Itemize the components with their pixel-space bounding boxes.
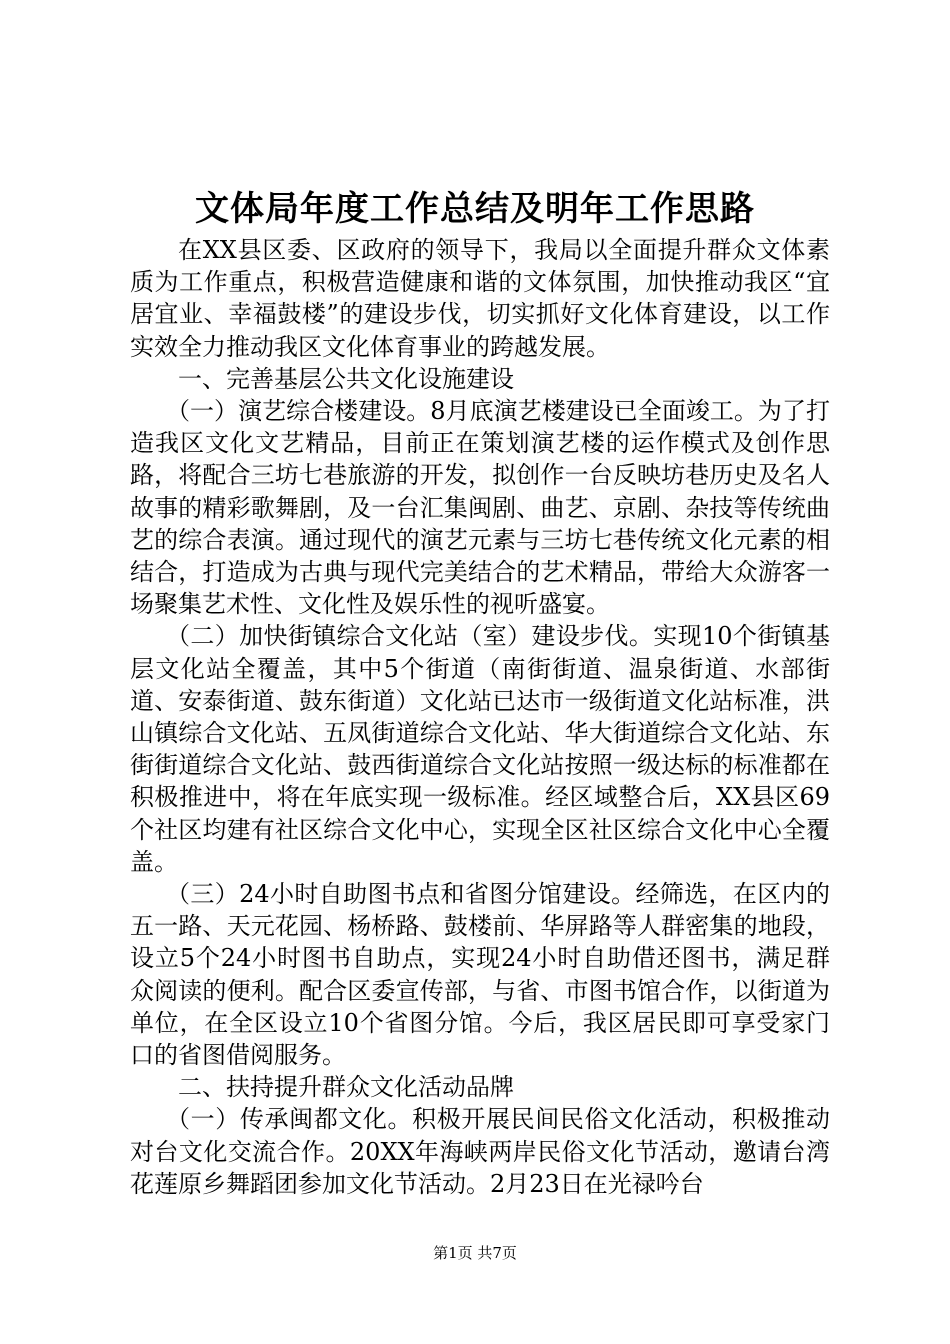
document-title: 文体局年度工作总结及明年工作思路 — [195, 189, 755, 229]
paragraph-1-2: （二）加快街镇综合文化站（室）建设步伐。实现10个街镇基层文化站全覆盖，其中5个街道（南街街道、温泉街道、水部街道、安泰街道、鼓东街道）文化站已达市一级街道文化站标准，洪山镇综合文化站、五凤街道综合文化站、华大街道综合文化站、东街街道综合文化站、鼓西街道综合文化站按照一级达标的标准都在积极推进中，将在年底实现一级标准。经区域整合后，XX县区69个社区均建有社区综合文化中心，实现全区社区综合文化中心全覆盖。 — [130, 622, 830, 876]
paragraph-1-1: （一）演艺综合楼建设。8月底演艺楼建设已全面竣工。为了打造我区文化文艺精品，目前正在策划演艺楼的运作模式及创作思路，将配合三坊七巷旅游的开发，拟创作一台反映坊巷历史及名人故事的精彩歌舞剧，及一台汇集闽剧、曲艺、京剧、杂技等传统曲艺的综合表演。通过现代的演艺元素与三坊七巷传统文化元素的相结合，打造成为古典与现代完美结合的艺术精品，带给大众游客一场聚集艺术性、文化性及娱乐性的视听盛宴。 — [130, 397, 830, 619]
page-number: 第1页 共7页 — [433, 1244, 517, 1262]
paragraph-2-1: （一）传承闽都文化。积极开展民间民俗文化活动，积极推动对台文化交流合作。20XX年海峡两岸民俗文化节活动，邀请台湾花莲原乡舞蹈团参加文化节活动。2月23日在光禄吟台 — [130, 1105, 830, 1198]
document-body — [130, 234, 830, 1200]
section-heading-1: 一、完善基层公共文化设施建设 — [178, 364, 514, 393]
paragraph-1-3: （三）24小时自助图书点和省图分馆建设。经筛选，在区内的五一路、天元花园、杨桥路、鼓楼前、华屏路等人群密集的地段，设立5个24小时图书自助点，实现24小时自助借还图书，满足群众阅读的便利。配合区委宣传部，与省、市图书馆合作，以街道为单位，在全区设立10个省图分馆。今后，我区居民即可享受家门口的省图借阅服务。 — [130, 880, 830, 1070]
section-heading-2: 二、扶持提升群众文化活动品牌 — [178, 1073, 514, 1102]
intro-paragraph: 在XX县区委、区政府的领导下，我局以全面提升群众文体素质为工作重点，积极营造健康和谐的文体氛围，加快推动我区“宜居宜业、幸福鼓楼”的建设步伐，切实抓好文化体育建设，以工作实效全力推动我区文化体育事业的跨越发展。 — [130, 236, 830, 361]
